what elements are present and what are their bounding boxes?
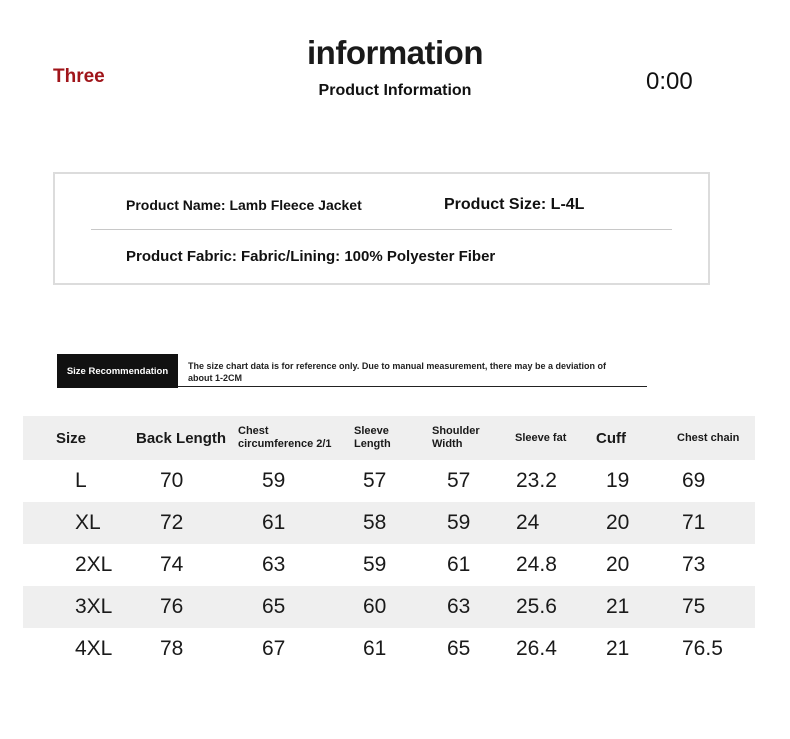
shoulder-width-cell: 61	[447, 553, 471, 576]
cuff-cell: 19	[606, 469, 630, 492]
sleeve-fat-cell: 24	[516, 511, 540, 534]
header-left-label: Three	[53, 66, 105, 87]
product-fabric: Product Fabric: Fabric/Lining: 100% Polyester Fiber	[126, 248, 496, 265]
table-row	[23, 586, 755, 628]
chest-cell: 61	[262, 511, 286, 534]
header-size: Size	[56, 429, 87, 447]
chest-chain-cell: 71	[682, 511, 706, 534]
chest-chain-cell: 73	[682, 553, 706, 576]
product-name: Product Name: Lamb Fleece Jacket	[126, 197, 362, 213]
recommendation-underline	[178, 386, 647, 387]
size-table	[23, 416, 755, 670]
back-length-cell: 70	[160, 469, 184, 492]
shoulder-width-cell: 59	[447, 511, 471, 534]
size-cell: 2XL	[75, 553, 113, 576]
chest-chain-cell: 75	[682, 595, 706, 618]
size-recommendation-badge: Size Recommendation	[57, 354, 178, 388]
table-row	[23, 502, 755, 544]
size-cell: L	[75, 469, 87, 492]
back-length-cell: 78	[160, 637, 184, 660]
info-divider	[91, 229, 672, 230]
back-length-cell: 74	[160, 553, 184, 576]
cuff-cell: 20	[606, 553, 630, 576]
chest-chain-cell: 69	[682, 469, 706, 492]
header-back-length: Back Length	[136, 429, 227, 447]
size-cell: 4XL	[75, 637, 113, 660]
chest-cell: 67	[262, 637, 286, 660]
table-row	[23, 628, 755, 670]
chest-cell: 59	[262, 469, 286, 492]
header-sleeve-length: Sleeve Length	[354, 425, 391, 450]
sleeve-length-cell: 58	[363, 511, 387, 534]
sleeve-fat-cell: 26.4	[516, 637, 557, 660]
cuff-cell: 20	[606, 511, 630, 534]
table-header-row	[23, 416, 755, 460]
product-info-box	[53, 172, 710, 285]
header-sleeve-fat: Sleeve fat	[515, 431, 567, 444]
shoulder-width-cell: 57	[447, 469, 471, 492]
sleeve-length-cell: 60	[363, 595, 387, 618]
chest-cell: 63	[262, 553, 286, 576]
size-cell: XL	[75, 511, 101, 534]
sleeve-length-cell: 59	[363, 553, 387, 576]
cuff-cell: 21	[606, 595, 630, 618]
page-title: information	[307, 34, 483, 71]
cuff-cell: 21	[606, 637, 630, 660]
sleeve-fat-cell: 25.6	[516, 595, 557, 618]
header-chest-chain: Chest chain	[677, 431, 740, 444]
header-shoulder-width: Shoulder Width	[432, 425, 480, 450]
size-recommendation-note: The size chart data is for reference only. Due to manual measurement, there may be a deviation of about 1-2CM	[188, 361, 606, 383]
header-right-label: 0:00	[646, 68, 693, 95]
size-cell: 3XL	[75, 595, 113, 618]
sleeve-length-cell: 61	[363, 637, 387, 660]
back-length-cell: 72	[160, 511, 184, 534]
header-cuff: Cuff	[596, 429, 626, 447]
chest-chain-cell: 76.5	[682, 637, 723, 660]
shoulder-width-cell: 65	[447, 637, 471, 660]
sleeve-fat-cell: 24.8	[516, 553, 557, 576]
table-row	[23, 460, 755, 502]
sleeve-fat-cell: 23.2	[516, 469, 557, 492]
shoulder-width-cell: 63	[447, 595, 471, 618]
page-subtitle: Product Information	[318, 82, 472, 99]
sleeve-length-cell: 57	[363, 469, 387, 492]
table-row	[23, 544, 755, 586]
chest-cell: 65	[262, 595, 286, 618]
back-length-cell: 76	[160, 595, 184, 618]
header-chest: Chest circumference 2/1	[238, 425, 332, 450]
product-size: Product Size: L-4L	[444, 196, 585, 213]
